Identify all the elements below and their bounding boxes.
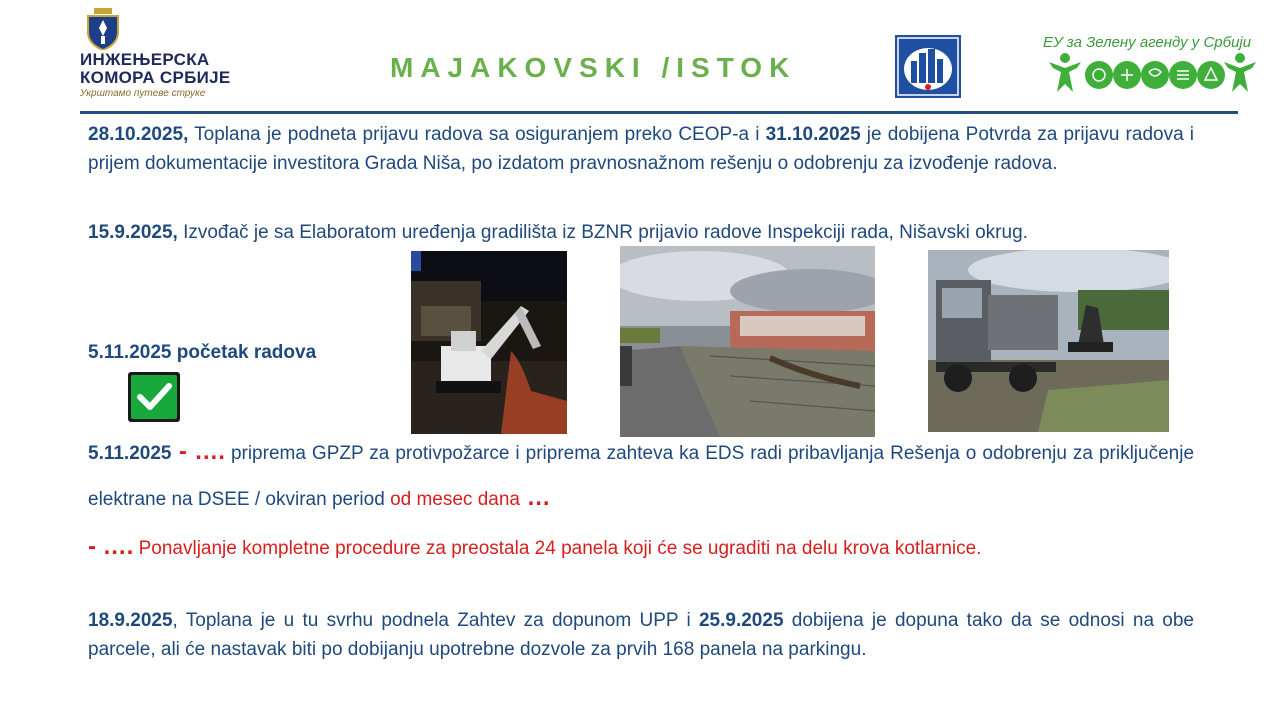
eu-green-agenda-logo [1035,30,1265,100]
p6-text2: dobijena je dopuna tako da se odnosi na obe parcele, ali će nastavak biti po dobijanju upotrebne dozvole za prvih 168 panela na parkingu. [88,610,1194,660]
iks-tagline: Укрштамо путеве струке [80,88,206,99]
eu-logo-text: ЕУ за Зелену агенду у Србији [1043,34,1252,51]
red-period-text: od mesec dana [390,489,520,510]
p1-text1: Toplana je podneta prijavu radova sa osiguranjem preko CEOP-a i [188,124,766,145]
p1-text2: je dobijena Potvrda za prijavu radova i prijem dokumentacije investitora Grada Niša, po izdatom pravnosnažnom rešenju o odobrenju za izvođenje radova. [88,124,1194,174]
date-oct28: 28.10.2025, [88,124,189,145]
eu-figures-icon [1035,50,1265,100]
header-divider [80,111,1238,114]
red-dash-dots: - …. [171,438,225,465]
date-nov5: 5.11.2025 [88,443,172,464]
page-title: MAJAKOVSKI /ISTOK [390,52,797,83]
truck-excavator-photo [928,250,1169,432]
toplana-logo-icon [895,35,961,98]
paragraph-contractor-registration [88,218,1194,247]
date-oct31: 31.10.2025 [765,124,861,145]
p2-text: Izvođač je sa Elaboratom uređenja gradilišta iz BZNR prijavio radove Inspekciji rada, Nišavski okrug. [177,222,1028,243]
works-start-heading: 5.11.2025 početak radova [88,342,317,363]
iks-name-line1: ИНЖЕЊЕРСКА [80,50,210,69]
red-dash-dots-2: - …. [88,533,134,560]
date-sep15: 15.9.2025, [88,222,178,243]
paragraph-toplana-registration [88,120,1194,178]
date-sep25: 25.9.2025 [698,610,784,631]
p6-text1: , Toplana je u tu svrhu podnela Zahtev za dopunom UPP i [172,610,699,631]
paragraph-upp-supplement [88,606,1194,664]
p5-text: Ponavljanje kompletne procedure za preostala 24 panela koji će se ugraditi na delu krova kotlarnice. [133,538,982,559]
red-trailing-dots: … [519,484,551,511]
iks-logo [80,8,240,103]
p4-text1: priprema GPZP za protivpožarce i priprema zahteva ka EDS radi pribavljanja Rešenja o odobrenju za priključenje elektrane na DSEE / okviran period [88,443,1195,510]
check-icon [128,372,180,422]
date-sep18: 18.9.2025 [88,610,173,631]
paragraph-gpzp-preparation [88,430,1194,522]
iks-crest-icon [84,8,122,50]
iks-name-line2: КОМОРА СРБИЈЕ [80,68,231,87]
excavator-night-photo [411,251,567,434]
parking-street-photo [620,246,875,437]
paragraph-remaining-panels [88,532,1194,563]
